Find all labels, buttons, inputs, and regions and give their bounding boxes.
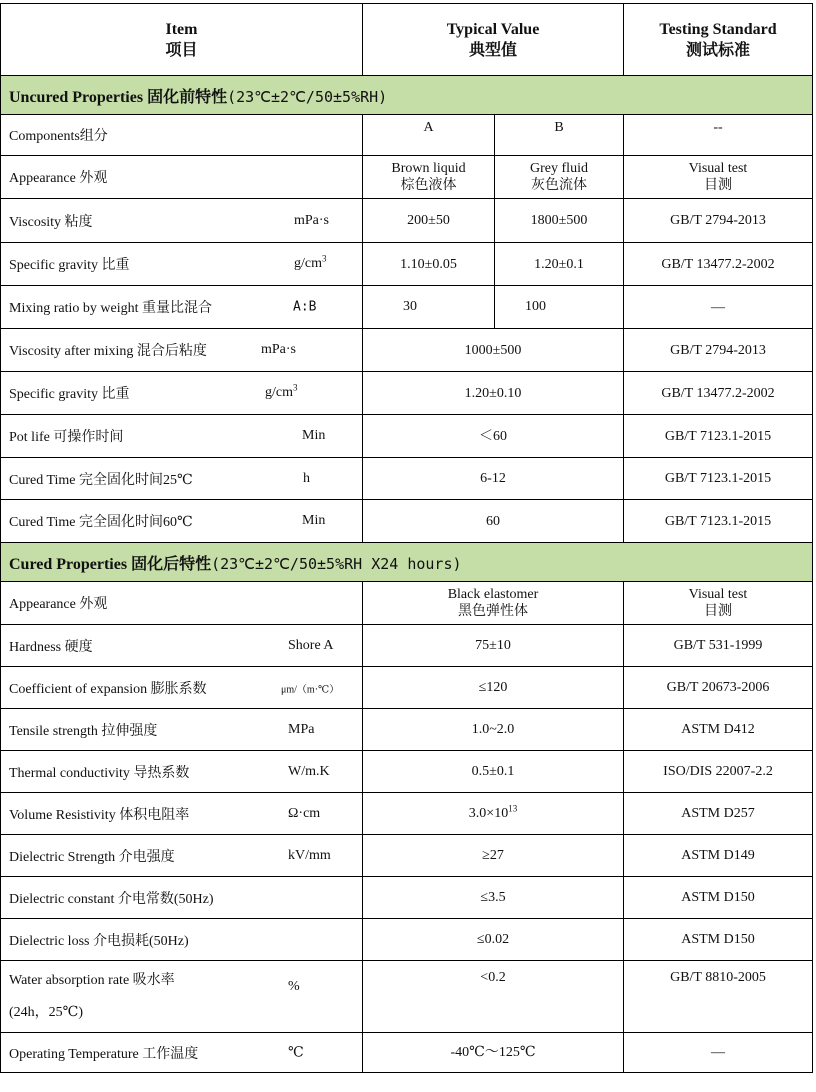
value: -40℃～125℃ [363,1033,624,1073]
value-a: A [363,115,495,156]
row-label-text: Dielectric Strength 介电强度 [9,849,175,865]
standard-en: Visual test [688,587,748,602]
value-b: B [495,115,624,156]
value-b-en: Grey fluid [530,161,588,176]
value [363,793,624,835]
unit-label: mPa·s [294,212,329,228]
table-row-dielectric-strength [1,835,813,877]
standard: -- [624,115,813,156]
row-label [1,372,363,415]
properties-table [0,3,813,1073]
row-label: Dielectric constant 介电常数(50Hz) [1,877,363,919]
value-a-cn: 棕色液体 [400,178,457,193]
standard: ASTM D150 [624,877,813,919]
unit-label: Min [302,428,326,443]
table-row-pot-life [1,415,813,458]
value-a-en: Brown liquid [391,161,466,176]
header-testing-standard [624,4,813,76]
value-cn: 黑色弹性体 [458,604,528,619]
row-label [1,1033,363,1073]
unit-label: % [288,979,300,994]
value-b: 1.20±0.1 [495,243,624,286]
unit-label [294,253,327,272]
value-a: 1.10±0.05 [363,243,495,286]
value: 1.0~2.0 [363,709,624,751]
value-a: 200±50 [363,199,495,243]
value: 1000±500 [363,329,624,372]
unit-base: g/cm [265,385,293,400]
value-base: 3.0×10 [468,806,509,821]
unit-label: A:B [293,299,317,315]
unit-label: Shore A [288,637,334,653]
row-label-text: Operating Temperature 工作温度 [9,1046,199,1062]
section-title-en: Uncured Properties [9,88,144,106]
value-exponent: 13 [508,803,518,814]
row-label: Components组分 [1,115,363,156]
row-label [1,415,363,458]
row-label [1,709,363,751]
header-std-cn: 测试标准 [685,41,750,59]
unit-label [265,382,298,401]
row-label-text: Cured Time 完全固化时间25℃ [9,472,193,488]
value-b [495,286,624,329]
row-label-text: Coefficient of expansion 膨胀系数 [9,681,207,697]
standard: GB/T 13477.2-2002 [624,372,813,415]
standard [624,156,813,199]
table-row-operating-temperature [1,1033,813,1073]
row-label-text: Viscosity 粘度 [9,214,93,230]
standard: GB/T 531-1999 [624,625,813,667]
section-title-cn: 固化前特性 [147,88,228,106]
row-label-text: Tensile strength 拉伸强度 [9,723,158,739]
value: 0.5±0.1 [363,751,624,793]
row-label-text: Specific gravity 比重 [9,387,130,402]
row-label: Appearance 外观 [1,156,363,199]
standard-en: Visual test [688,161,748,176]
value-a [363,156,495,199]
table-row-viscosity [1,199,813,243]
unit-label: MPa [288,721,315,737]
standard: ASTM D257 [624,793,813,835]
row-label [1,286,363,329]
table-row-hardness [1,625,813,667]
standard-cn: 目测 [704,178,732,193]
standard-cn: 目测 [704,604,732,619]
row-label-text: Cured Time 完全固化时间60℃ [9,515,193,530]
value: ≤120 [363,667,624,709]
unit-label: μm/（m·℃） [281,684,340,695]
header-typical-value [363,4,624,76]
value-b-text: 100 [525,299,546,314]
standard: GB/T 7123.1-2015 [624,415,813,458]
standard: GB/T 2794-2013 [624,199,813,243]
row-label [1,199,363,243]
header-item-cn: 项目 [165,41,198,59]
header-item [1,4,363,76]
table-row-dielectric-constant [1,877,813,919]
row-label [1,793,363,835]
unit-label: Ω·cm [288,805,321,821]
table-row-cured-time-25 [1,458,813,500]
spec-sheet [0,3,812,1073]
table-row-components [1,115,813,156]
value: 6-12 [363,458,624,500]
row-label-text: Pot life 可操作时间 [9,430,124,445]
table-row-cured-time-60 [1,500,813,543]
standard: GB/T 20673-2006 [624,667,813,709]
standard [624,582,813,625]
row-label [1,751,363,793]
standard: ASTM D149 [624,835,813,877]
table-row-appearance [1,156,813,199]
unit-label: kV/mm [288,847,331,863]
value-b: 1800±500 [495,199,624,243]
unit-exponent: 3 [322,253,327,264]
table-row-mixing-ratio [1,286,813,329]
unit-label: W/m.K [288,763,330,779]
row-label [1,625,363,667]
header-value-cn: 典型值 [468,41,517,59]
header-item-en: Item [165,20,198,38]
standard: GB/T 7123.1-2015 [624,458,813,500]
value: 60 [363,500,624,543]
row-label [1,329,363,372]
section-condition: (23℃±2℃/50±5%RH X24 hours) [211,554,462,573]
row-label [1,667,363,709]
row-label [1,835,363,877]
table-row-volume-resistivity [1,793,813,835]
standard: GB/T 13477.2-2002 [624,243,813,286]
section-uncured-title [1,76,813,115]
table-row-specific-gravity-mixed [1,372,813,415]
section-uncured [1,76,813,115]
table-row-specific-gravity [1,243,813,286]
unit-label: ℃ [288,1045,304,1060]
section-title-cn: 固化后特性 [131,555,212,573]
value-b-cn: 灰色流体 [531,178,587,193]
value [363,582,624,625]
section-cured [1,543,813,582]
standard: — [624,1033,813,1073]
row-label-text: Hardness 硬度 [9,639,93,655]
section-condition: (23℃±2℃/50±5%RH) [227,87,388,106]
row-label-text: Mixing ratio by weight 重量比混合 [9,301,212,316]
row-label [1,458,363,500]
unit-label: h [303,470,310,486]
standard: ASTM D150 [624,919,813,961]
section-title-en: Cured Properties [9,555,128,573]
standard: GB/T 8810-2005 [624,961,813,1033]
unit-label: mPa·s [261,342,296,357]
row-label [1,961,363,1033]
row-label-text: Volume Resistivity 体积电阻率 [9,807,190,823]
table-row-water-absorption [1,961,813,1033]
unit-base: g/cm [294,256,322,271]
table-row-thermal [1,751,813,793]
row-label-text: Water absorption rate 吸水率 [9,972,175,988]
table-row-appearance-cured [1,582,813,625]
standard: ASTM D412 [624,709,813,751]
header-value-en: Typical Value [446,20,540,38]
unit-exponent: 3 [293,382,298,393]
value: ≤0.02 [363,919,624,961]
standard: GB/T 7123.1-2015 [624,500,813,543]
standard: — [624,286,813,329]
header-std-en: Testing Standard [659,20,777,38]
value: ＜60 [363,415,624,458]
value: ≤3.5 [363,877,624,919]
value: <0.2 [363,961,624,1033]
value: ≥27 [363,835,624,877]
value-en: Black elastomer [447,587,539,602]
value-b [495,156,624,199]
row-label: Dielectric loss 介电损耗(50Hz) [1,919,363,961]
section-cured-title [1,543,813,582]
row-label-condition: (24h，25℃) [9,1004,83,1020]
unit-label: Min [302,513,326,528]
row-label [1,500,363,543]
row-label-text: Viscosity after mixing 混合后粘度 [9,344,207,359]
value-a-text: 30 [403,299,417,314]
table-row-tensile [1,709,813,751]
standard: GB/T 2794-2013 [624,329,813,372]
value-a [363,286,495,329]
table-row-expansion [1,667,813,709]
row-label-text: Specific gravity 比重 [9,258,130,273]
table-row-viscosity-after-mixing [1,329,813,372]
value: 1.20±0.10 [363,372,624,415]
row-label: Appearance 外观 [1,582,363,625]
value: 75±10 [363,625,624,667]
table-row-dielectric-loss [1,919,813,961]
table-header-row [1,4,813,76]
standard: ISO/DIS 22007-2.2 [624,751,813,793]
row-label [1,243,363,286]
row-label-text: Thermal conductivity 导热系数 [9,765,190,781]
